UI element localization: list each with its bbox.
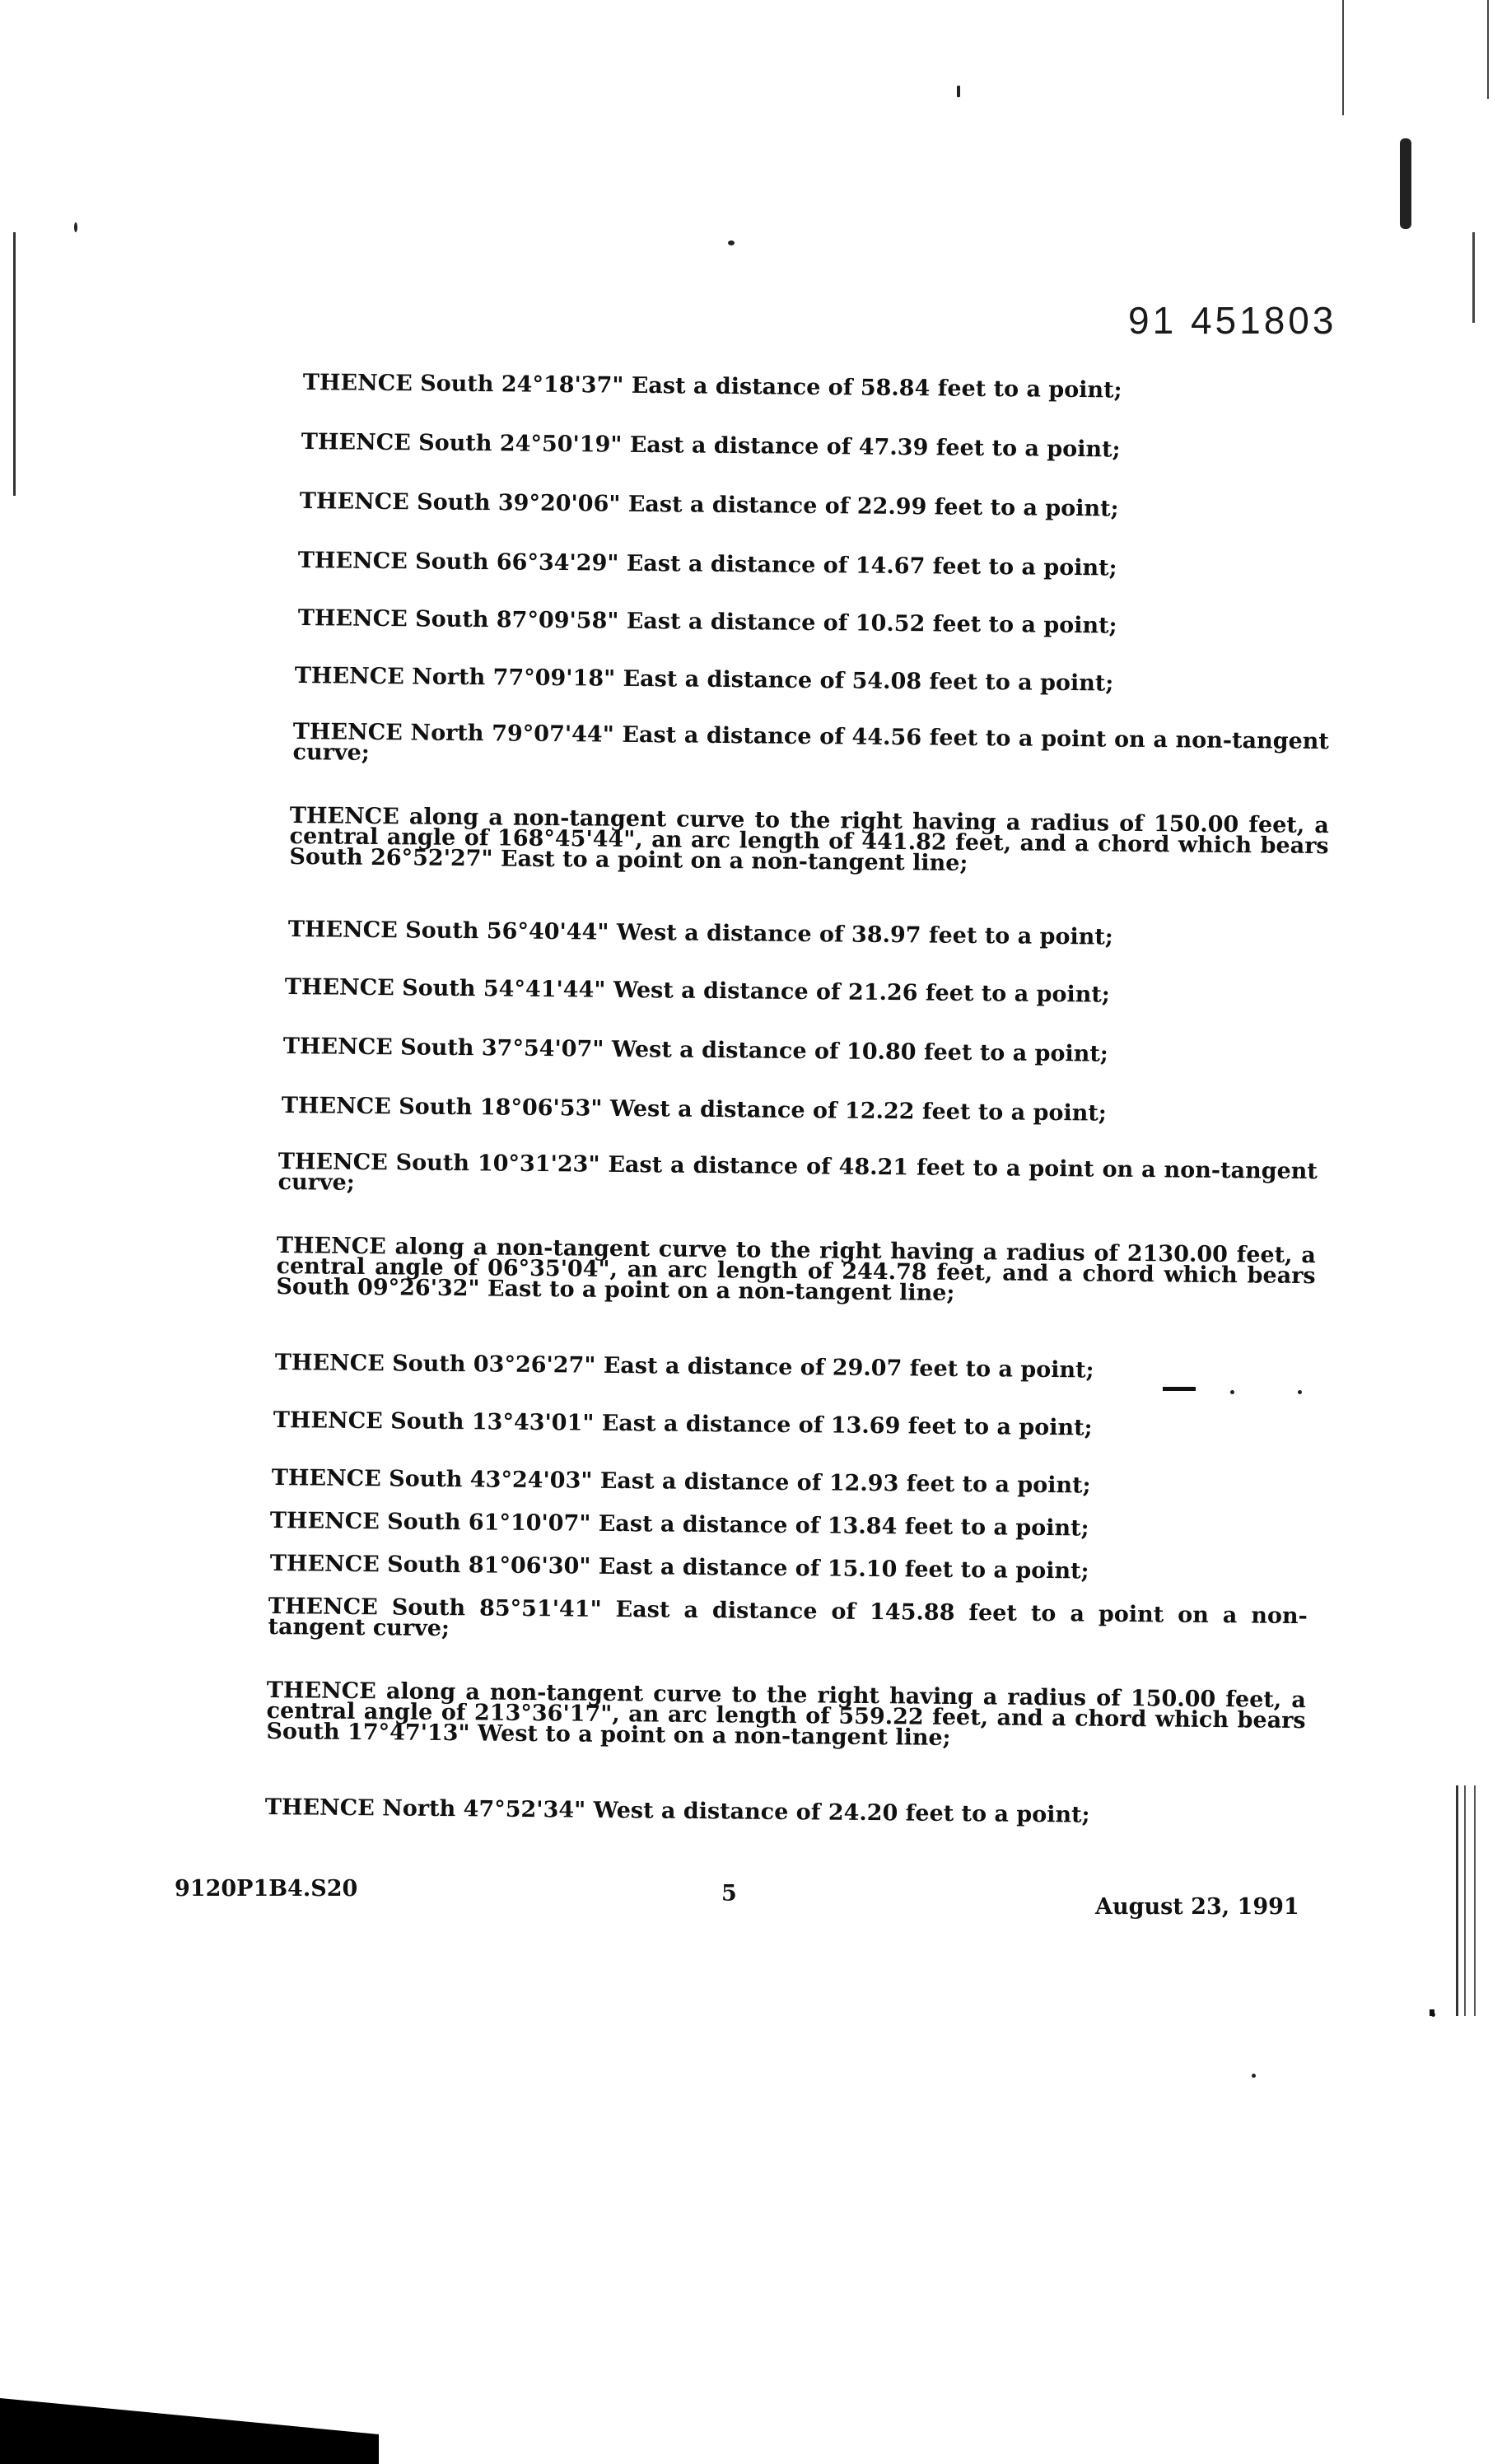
scan-speck [1252,2074,1256,2078]
course-paragraph: THENCE South 66°34'29" East a distance of 14.67 feet to a point; [297,548,1117,581]
scan-edge-line-left [13,232,16,496]
scan-corner-blot [0,2398,379,2464]
course-paragraph: THENCE South 24°50'19" East a distance of 47.39 feet to a point; [301,429,1121,463]
course-paragraph: THENCE South 85°51'41" East a distance of 145.88 feet to a point on a non-tangent curve; [268,1594,1308,1642]
course-paragraph: THENCE South 87°09'58" East a distance of 10.52 feet to a point; [297,605,1117,639]
document-date: August 23, 1991 [1095,1894,1299,1920]
scan-edge-lines-bottom-right-2 [1464,1785,1466,2016]
scan-speck [728,240,735,245]
scan-edge-line-right-top [1342,0,1344,115]
course-paragraph: THENCE South 54°41'44" West a distance of 21.26 feet to a point; [284,974,1110,1008]
scan-edge-line-right-top2 [1487,0,1489,99]
stray-mark [1430,2009,1434,2016]
curve-paragraph: THENCE along a non-tangent curve to the right having a radius of 150.00 feet, a central angle of 168°45'44", an arc length of 441.82 feet, and a chord which bears South 26°52'27" East to a point on a non-tangent line; [289,803,1329,876]
course-paragraph: THENCE South 24°18'37" East a distance of 58.84 feet to a point; [302,370,1122,404]
scan-speck [74,222,77,232]
curve-paragraph: THENCE along a non-tangent curve to the right having a radius of 2130.00 feet, a central angle of 06°35'04", an arc length of 244.78 feet, and a chord which bears South 09°26'32" East to a point on a non-tangent line; [276,1233,1316,1306]
scan-edge-lines-bottom-right-3 [1474,1785,1476,2016]
course-paragraph: THENCE South 18°06'53" West a distance of 12.22 feet to a point; [281,1093,1107,1127]
course-paragraph: THENCE South 43°24'03" East a distance of 12.93 feet to a point; [271,1465,1091,1499]
document-number: 91 451803 [1128,299,1337,342]
course-paragraph: THENCE South 37°54'07" West a distance of 10.80 feet to a point; [282,1034,1108,1067]
page-number: 5 [721,1881,737,1906]
scan-blob-top-right [1400,138,1411,229]
curve-paragraph: THENCE along a non-tangent curve to the right having a radius of 150.00 feet, a central angle of 213°36'17", an arc length of 559.22 feet, and a chord which bears South 17°47'13" West to a point on a non-tangent line; [266,1678,1306,1751]
scan-speck [1298,1390,1302,1394]
course-paragraph: THENCE South 81°06'30" East a distance of 15.10 feet to a point; [269,1551,1089,1584]
course-paragraph: THENCE South 56°40'44" West a distance of 38.97 feet to a point; [287,917,1113,950]
course-paragraph: THENCE South 13°43'01" East a distance of 13.69 feet to a point; [273,1407,1093,1441]
file-reference: 9120P1B4.S20 [175,1876,358,1902]
scan-edge-line-right-mid [1472,232,1475,323]
course-paragraph: THENCE North 79°07'44" East a distance of 44.56 feet to a point on a non-tangent curve; [292,719,1329,766]
scan-speck [1230,1390,1234,1394]
scan-speck [957,86,960,97]
course-paragraph: THENCE North 77°09'18" East a distance of 54.08 feet to a point; [294,663,1114,697]
course-paragraph: THENCE South 61°10'07" East a distance of 13.84 feet to a point; [269,1508,1089,1542]
course-paragraph: THENCE South 39°20'06" East a distance of 22.99 feet to a point; [299,488,1119,522]
course-paragraph: THENCE North 47°52'34" West a distance of 24.20 feet to a point; [264,1794,1090,1828]
scan-edge-lines-bottom-right [1456,1785,1458,2016]
course-paragraph: THENCE South 10°31'23" East a distance of 48.21 feet to a point on a non-tangent curve; [278,1149,1318,1196]
course-paragraph: THENCE South 03°26'27" East a distance of 29.07 feet to a point; [274,1350,1094,1384]
stray-mark [1163,1387,1196,1391]
